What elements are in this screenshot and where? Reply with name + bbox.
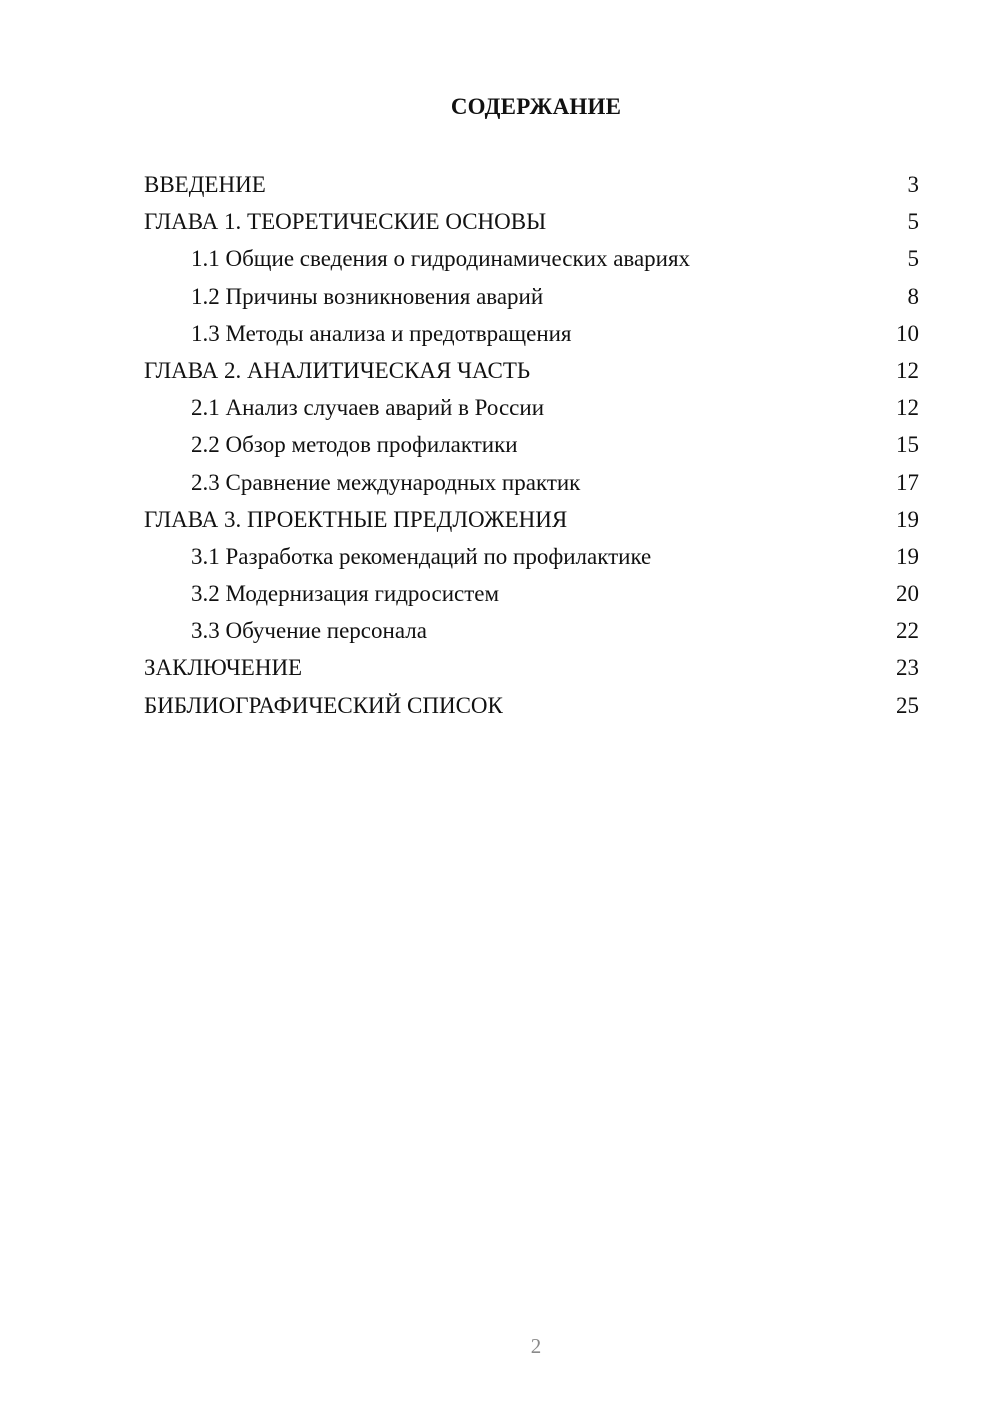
toc-entry-page: 23 (896, 655, 919, 681)
toc-entry-page: 20 (896, 581, 919, 607)
toc-entry-label: 2.1 Анализ случаев аварий в России (191, 395, 545, 421)
toc-entry-page: 25 (896, 692, 919, 718)
table-of-contents (144, 166, 919, 724)
toc-entry-page: 12 (896, 357, 919, 383)
toc-entry-label: ГЛАВА 2. АНАЛИТИЧЕСКАЯ ЧАСТЬ (144, 357, 531, 383)
toc-entry-section-2-1[interactable] (144, 389, 919, 426)
toc-entry-label: 2.2 Обзор методов профилактики (191, 432, 518, 458)
page-number: 2 (530, 1334, 542, 1358)
toc-entry-label: 1.3 Методы анализа и предотвращения (191, 320, 572, 346)
toc-title: СОДЕРЖАНИЕ (450, 94, 622, 119)
toc-entry-label: ЗАКЛЮЧЕНИЕ (144, 655, 303, 681)
toc-entry-page: 3 (907, 172, 919, 197)
toc-entry-page: 22 (896, 618, 919, 644)
toc-entry-page: 17 (896, 469, 919, 495)
toc-entry-section-3-1[interactable] (144, 538, 919, 575)
toc-entry-introduction[interactable] (144, 166, 919, 203)
toc-entry-label: ГЛАВА 1. ТЕОРЕТИЧЕСКИЕ ОСНОВЫ (144, 209, 547, 235)
toc-entry-label: ГЛАВА 3. ПРОЕКТНЫЕ ПРЕДЛОЖЕНИЯ (144, 506, 568, 532)
toc-entry-section-1-3[interactable] (144, 315, 919, 352)
toc-entry-chapter-3[interactable] (144, 501, 919, 538)
toc-entry-label: 1.1 Общие сведения о гидродинамических авариях (191, 246, 691, 272)
toc-entry-page: 12 (896, 395, 919, 421)
toc-entry-section-2-3[interactable] (144, 464, 919, 501)
toc-entry-section-3-3[interactable] (144, 612, 919, 649)
toc-entry-label: ВВЕДЕНИЕ (144, 172, 266, 197)
toc-entry-page: 19 (896, 543, 919, 569)
toc-entry-section-1-1[interactable] (144, 240, 919, 277)
toc-entry-page: 5 (907, 246, 919, 272)
toc-entry-page: 8 (907, 283, 919, 309)
toc-entry-chapter-2[interactable] (144, 352, 919, 389)
toc-entry-conclusion[interactable] (144, 649, 919, 686)
toc-entry-section-2-2[interactable] (144, 426, 919, 463)
toc-entry-label: 3.1 Разработка рекомендаций по профилактике (191, 543, 652, 569)
toc-entry-page: 15 (896, 432, 919, 458)
toc-entry-page: 10 (896, 320, 919, 346)
toc-entry-page: 5 (907, 209, 919, 235)
toc-entry-bibliography[interactable] (144, 687, 919, 724)
toc-entry-label: 1.2 Причины возникновения аварий (191, 283, 544, 309)
toc-entry-label: 3.2 Модернизация гидросистем (191, 581, 500, 607)
toc-entry-page: 19 (896, 506, 919, 532)
toc-entry-label: БИБЛИОГРАФИЧЕСКИЙ СПИСОК (144, 692, 503, 718)
toc-entry-label: 3.3 Обучение персонала (191, 618, 427, 644)
toc-entry-chapter-1[interactable] (144, 203, 919, 240)
toc-entry-label: 2.3 Сравнение международных практик (191, 469, 581, 495)
toc-entry-section-3-2[interactable] (144, 575, 919, 612)
toc-entry-section-1-2[interactable] (144, 278, 919, 315)
